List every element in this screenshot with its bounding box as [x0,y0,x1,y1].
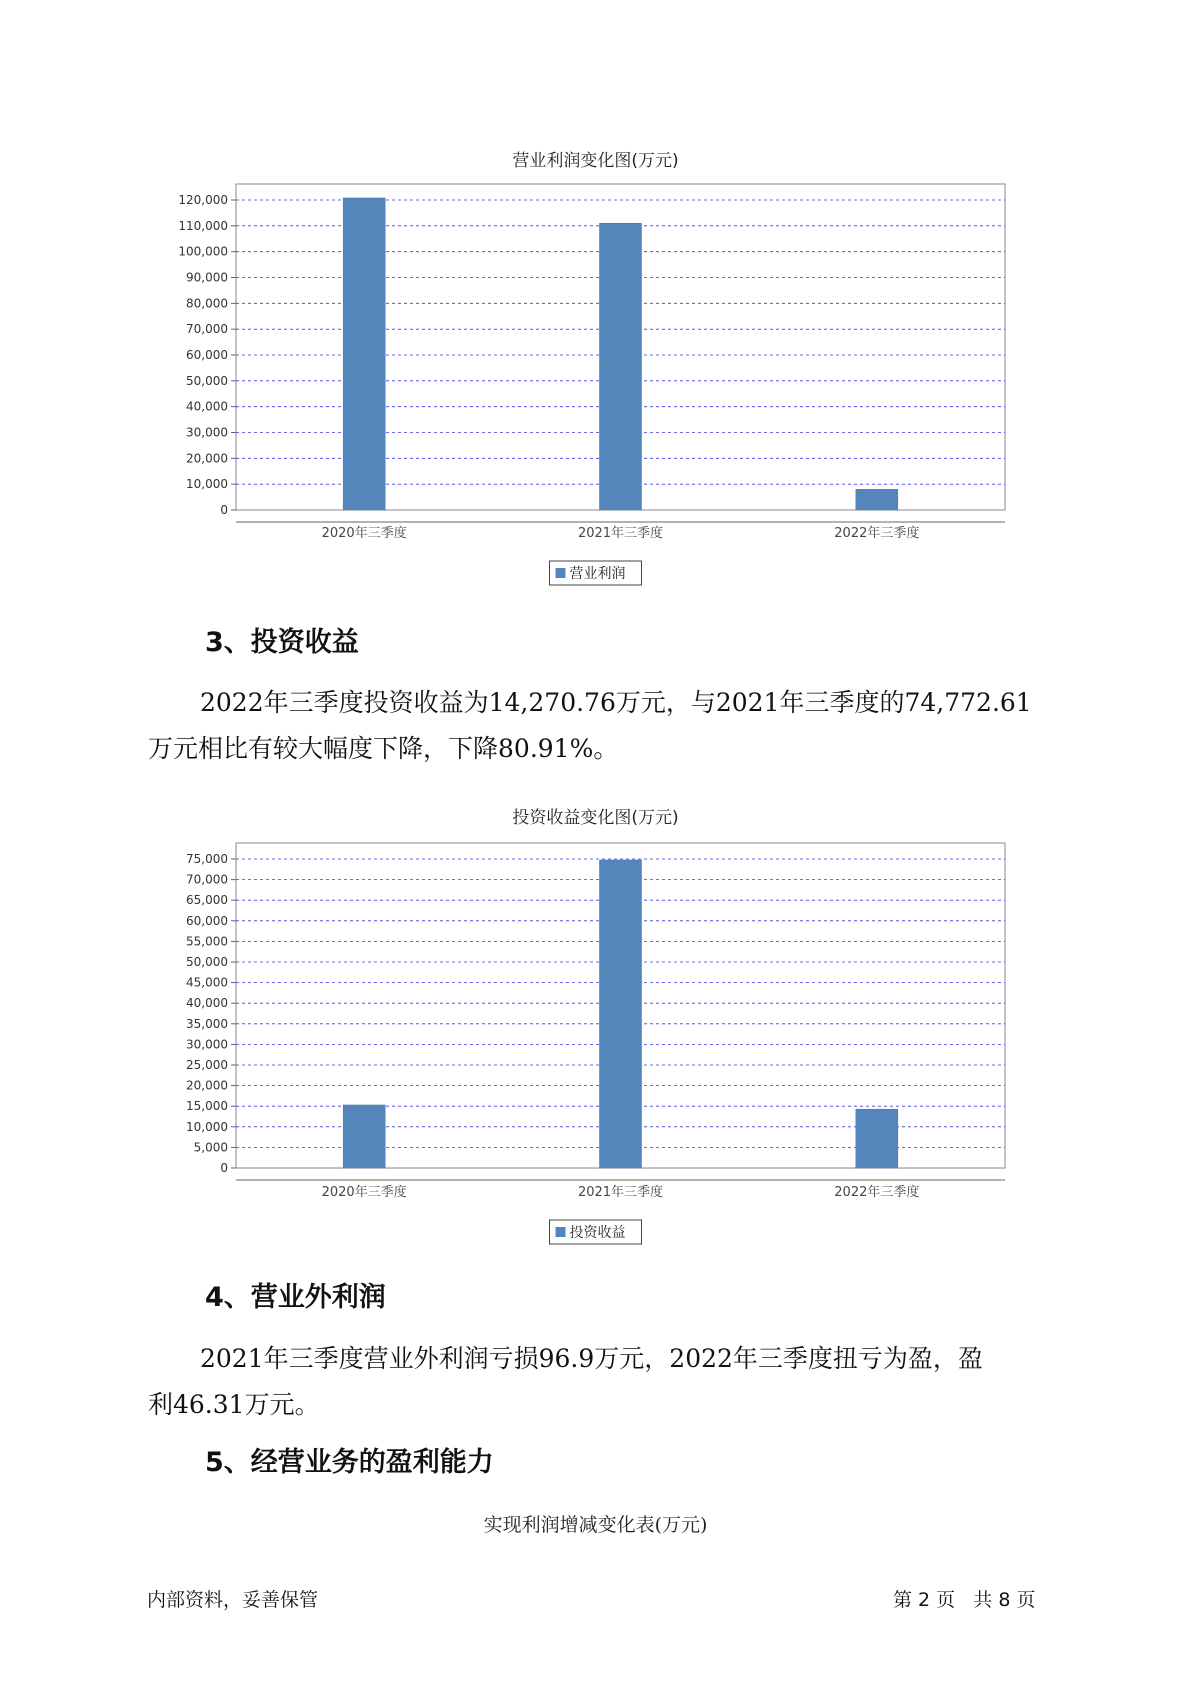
y-tick-label: 0 [220,503,228,517]
y-tick-label: 20,000 [186,1078,228,1093]
y-tick-label: 70,000 [186,322,228,337]
bar [343,1105,385,1168]
legend-label: 投资收益 [569,1225,626,1241]
y-tick-label: 5,000 [193,1140,228,1155]
y-tick-label: 65,000 [186,893,228,908]
y-tick-label: 10,000 [186,477,228,492]
y-tick-label: 30,000 [186,1037,228,1052]
y-tick-label: 50,000 [186,373,228,388]
y-tick-label: 100,000 [178,244,228,259]
y-tick-label: 55,000 [186,934,228,949]
x-tick-label: 2021年三季度 [577,526,664,541]
y-tick-label: 20,000 [186,451,228,466]
x-tick-label: 2022年三季度 [834,526,920,541]
y-tick-label: 70,000 [186,872,228,887]
y-tick-label: 30,000 [186,425,228,440]
y-tick-label: 25,000 [186,1058,228,1072]
y-tick-label: 15,000 [186,1099,228,1114]
y-tick-label: 45,000 [186,975,228,990]
y-tick-label: 110,000 [178,218,228,233]
section-4-paragraph [148,1336,1078,1428]
x-tick-label: 2022年三季度 [834,1185,920,1200]
section-5-heading: 5、经营业务的盈利能力 [205,1447,494,1478]
legend-swatch [556,1227,566,1237]
y-tick-label: 10,000 [186,1119,228,1134]
table-caption: 实现利润增减变化表(万元) [483,1514,708,1536]
y-tick-label: 50,000 [186,955,228,969]
footer-confidential-note: 内部资料，妥善保管 [147,1589,319,1611]
section-4-heading: 4、营业外利润 [205,1282,386,1313]
footer-page-number: 第 2 页 共 8 页 [893,1589,1036,1611]
section-3-line-2: 万元相比有较大幅度下降，下降80.91%。 [148,734,619,763]
chart-title-investment-income: 投资收益变化图(万元) [512,808,679,828]
y-tick-label: 60,000 [186,913,228,928]
y-tick-label: 75,000 [186,852,228,866]
x-tick-label: 2020年三季度 [321,1185,407,1200]
y-tick-label: 80,000 [186,296,228,311]
bar [600,860,642,1168]
x-tick-label: 2020年三季度 [321,526,407,541]
chart-title-operating-profit: 营业利润变化图(万元) [512,151,679,171]
section-3-heading: 3、投资收益 [205,627,359,658]
legend-label: 营业利润 [569,566,626,582]
y-tick-label: 40,000 [186,996,228,1011]
y-tick-label: 60,000 [186,348,228,362]
y-tick-label: 35,000 [186,1016,228,1031]
section-4-line-1: 2021年三季度营业外利润亏损96.9万元，2022年三季度扭亏为盈，盈 [200,1344,983,1373]
y-tick-label: 0 [220,1161,228,1175]
y-tick-label: 120,000 [178,193,228,207]
y-tick-label: 90,000 [186,270,228,285]
bar [856,1109,898,1168]
y-tick-label: 40,000 [186,399,228,414]
x-tick-label: 2021年三季度 [577,1185,664,1200]
section-3-line-1: 2022年三季度投资收益为14,270.76万元，与2021年三季度的74,772.61 [200,688,1032,717]
section-4-line-2: 利46.31万元。 [148,1390,320,1419]
